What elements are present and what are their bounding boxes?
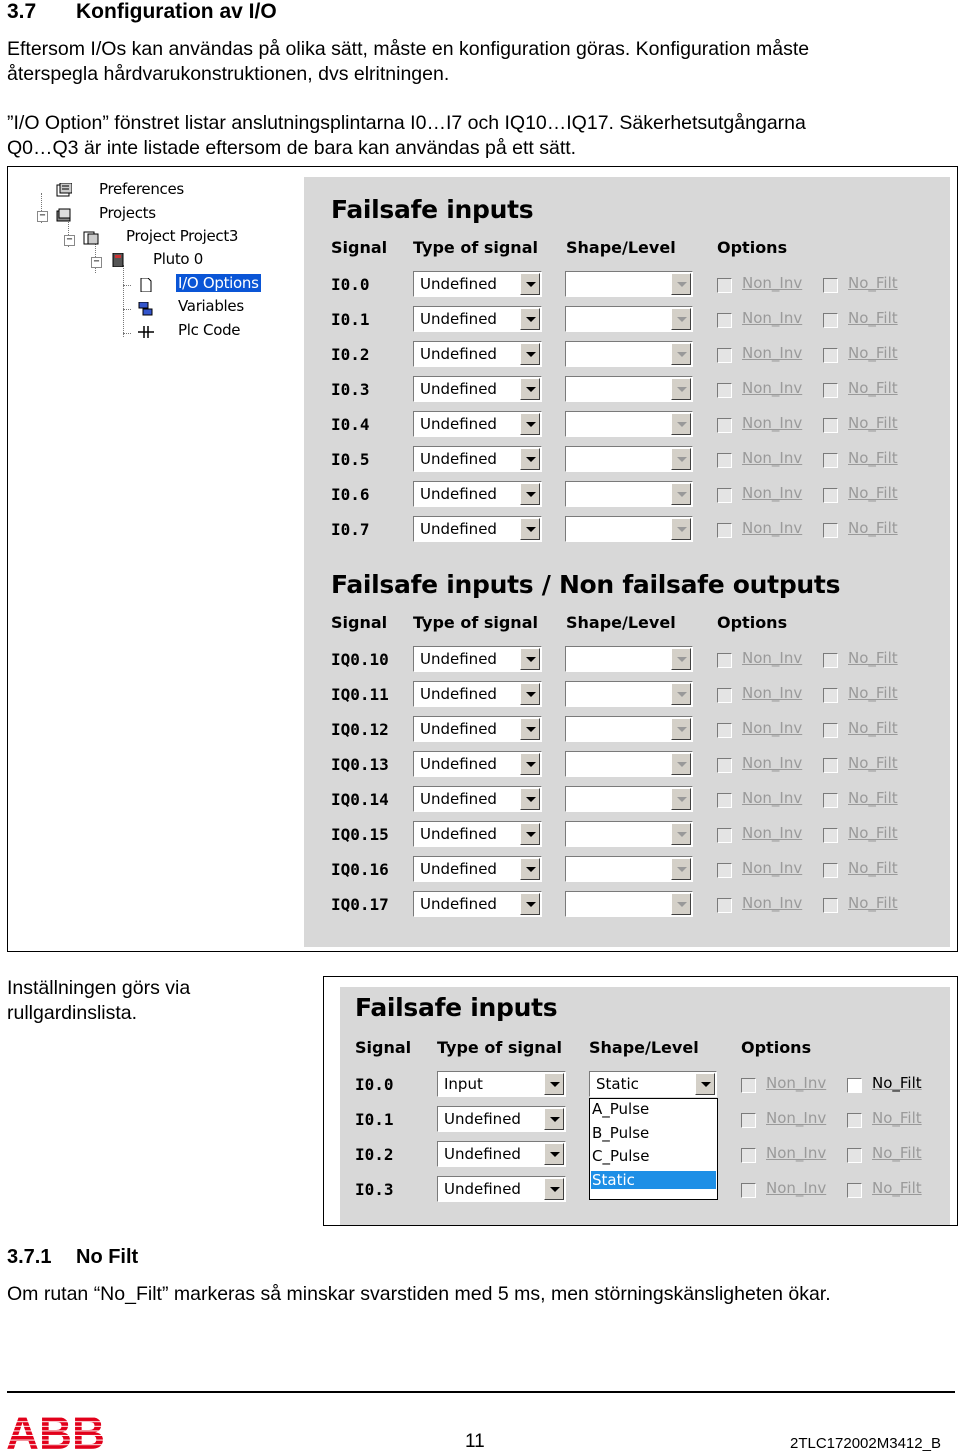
type-of-signal-select-value: Undefined bbox=[420, 485, 497, 503]
shape-level-select[interactable] bbox=[565, 341, 693, 367]
no-filt-label: No_Filt bbox=[848, 274, 898, 292]
caption-line1: Inställningen görs via bbox=[7, 977, 191, 999]
no-filt-label: No_Filt bbox=[848, 519, 898, 537]
no-filt-checkbox bbox=[823, 723, 838, 738]
dropdown-arrow-icon[interactable] bbox=[671, 648, 691, 670]
tree-item-io-options-label: I/O Options bbox=[178, 274, 259, 292]
dropdown-arrow-icon[interactable] bbox=[671, 483, 691, 505]
no-filt-label: No_Filt bbox=[848, 379, 898, 397]
dropdown-arrow-icon[interactable] bbox=[671, 308, 691, 330]
non-inv-checkbox bbox=[717, 523, 732, 538]
no-filt-checkbox bbox=[823, 653, 838, 668]
tree-item-variables[interactable]: Variables bbox=[178, 297, 244, 315]
shape-level-select[interactable] bbox=[565, 646, 693, 672]
intro-p1-line2: återspegla hårdvarukonstruktionen, dvs elritningen. bbox=[7, 63, 450, 85]
non-inv-label: Non_Inv bbox=[742, 824, 803, 842]
no-filt-label: No_Filt bbox=[848, 414, 898, 432]
non-inv-label: Non_Inv bbox=[742, 344, 803, 362]
dropdown-screenshot bbox=[323, 976, 958, 1226]
non-inv-label: Non_Inv bbox=[742, 684, 803, 702]
type-of-signal-select-value: Undefined bbox=[444, 1180, 521, 1198]
column-header-type: Type of signal bbox=[413, 238, 538, 257]
no-filt-label: No_Filt bbox=[848, 449, 898, 467]
no-filt-label: No_Filt bbox=[872, 1144, 922, 1162]
shape-level-select[interactable] bbox=[565, 306, 693, 332]
tree-item-pluto[interactable]: Pluto 0 bbox=[153, 250, 203, 268]
column-header-signal: Signal bbox=[331, 613, 388, 632]
column-header-signal: Signal bbox=[331, 238, 388, 257]
non-inv-checkbox bbox=[741, 1078, 756, 1093]
projects-icon bbox=[56, 208, 72, 222]
non-inv-label: Non_Inv bbox=[742, 449, 803, 467]
signal-label: I0.7 bbox=[331, 520, 370, 539]
no-filt-checkbox bbox=[823, 278, 838, 293]
type-of-signal-select[interactable] bbox=[413, 856, 542, 882]
project-tree bbox=[28, 175, 303, 945]
intro-p1-line1: Eftersom I/Os kan användas på olika sätt, måste en konfiguration göras. Konfiguration måste bbox=[7, 38, 810, 60]
signal-label: IQ0.12 bbox=[331, 720, 389, 739]
shape-level-select[interactable] bbox=[565, 681, 693, 707]
failsafe-inputs-panel bbox=[338, 985, 950, 1226]
shape-level-select[interactable] bbox=[565, 821, 693, 847]
type-of-signal-select-value: Undefined bbox=[420, 720, 497, 738]
non-inv-label: Non_Inv bbox=[766, 1109, 827, 1127]
non-inv-checkbox bbox=[717, 278, 732, 293]
signal-label: I0.6 bbox=[331, 485, 370, 504]
collapse-project3-icon[interactable]: − bbox=[64, 235, 75, 246]
shape-level-select[interactable] bbox=[565, 481, 693, 507]
shape-level-select[interactable] bbox=[565, 751, 693, 777]
type-of-signal-select[interactable] bbox=[437, 1141, 566, 1167]
column-header-shape: Shape/Level bbox=[566, 613, 676, 632]
no-filt-label: No_Filt bbox=[872, 1179, 922, 1197]
no-filt-checkbox[interactable] bbox=[847, 1078, 862, 1093]
shape-level-select[interactable] bbox=[565, 446, 693, 472]
no-filt-checkbox bbox=[823, 828, 838, 843]
type-of-signal-select[interactable] bbox=[413, 376, 542, 402]
non-inv-label: Non_Inv bbox=[766, 1074, 827, 1092]
non-inv-label: Non_Inv bbox=[742, 309, 803, 327]
dropdown-arrow-icon[interactable] bbox=[544, 1178, 564, 1200]
non-inv-checkbox bbox=[717, 348, 732, 363]
non-inv-label: Non_Inv bbox=[742, 519, 803, 537]
type-of-signal-select-value: Undefined bbox=[420, 685, 497, 703]
non-inv-label: Non_Inv bbox=[742, 414, 803, 432]
non-inv-checkbox bbox=[717, 653, 732, 668]
page-number: 11 bbox=[465, 1431, 485, 1452]
type-of-signal-select[interactable] bbox=[413, 481, 542, 507]
no-filt-checkbox bbox=[823, 453, 838, 468]
section-heading bbox=[7, 0, 277, 24]
non-inv-checkbox bbox=[717, 313, 732, 328]
type-of-signal-select-value: Input bbox=[444, 1075, 483, 1093]
type-of-signal-select[interactable] bbox=[413, 271, 542, 297]
dropdown-arrow-icon[interactable] bbox=[671, 753, 691, 775]
shape-level-select[interactable] bbox=[565, 271, 693, 297]
signal-label: I0.5 bbox=[331, 450, 370, 469]
io-options-panel bbox=[302, 175, 950, 947]
type-of-signal-select-value: Undefined bbox=[420, 450, 497, 468]
footer-rule bbox=[7, 1391, 955, 1393]
type-of-signal-select-value: Undefined bbox=[420, 310, 497, 328]
type-of-signal-select[interactable] bbox=[437, 1176, 566, 1202]
type-of-signal-select[interactable] bbox=[413, 411, 542, 437]
dropdown-arrow-icon[interactable] bbox=[520, 308, 540, 330]
type-of-signal-select-value: Undefined bbox=[444, 1110, 521, 1128]
subsection-heading bbox=[7, 1246, 138, 1269]
dropdown-arrow-icon[interactable] bbox=[520, 518, 540, 540]
type-of-signal-select[interactable] bbox=[437, 1106, 566, 1132]
non-inv-label: Non_Inv bbox=[742, 894, 803, 912]
type-of-signal-select-value: Undefined bbox=[420, 520, 497, 538]
signal-label: I0.1 bbox=[355, 1110, 394, 1129]
no-filt-checkbox bbox=[823, 383, 838, 398]
shape-level-dropdown-list bbox=[589, 1098, 718, 1200]
shape-level-select[interactable] bbox=[565, 856, 693, 882]
intro-paragraph-1 bbox=[7, 37, 809, 87]
non-inv-checkbox bbox=[717, 688, 732, 703]
no-filt-checkbox bbox=[823, 418, 838, 433]
no-filt-label: No_Filt bbox=[848, 649, 898, 667]
variables-icon bbox=[138, 302, 154, 316]
type-of-signal-select-value: Undefined bbox=[420, 755, 497, 773]
shape-level-select[interactable] bbox=[565, 376, 693, 402]
document-id: 2TLC172002M3412_B bbox=[790, 1435, 941, 1452]
no-filt-label: No_Filt bbox=[848, 719, 898, 737]
signal-label: IQ0.15 bbox=[331, 825, 389, 844]
non-inv-label: Non_Inv bbox=[742, 859, 803, 877]
dropdown-arrow-icon[interactable] bbox=[671, 823, 691, 845]
non-inv-checkbox bbox=[717, 828, 732, 843]
type-of-signal-select[interactable] bbox=[437, 1071, 566, 1097]
failsafe-outputs-title: Failsafe inputs / Non failsafe outputs bbox=[331, 570, 841, 599]
dropdown-option[interactable]: C_Pulse bbox=[592, 1147, 650, 1165]
non-inv-label: Non_Inv bbox=[766, 1179, 827, 1197]
no-filt-checkbox bbox=[847, 1183, 862, 1198]
dropdown-arrow-icon[interactable] bbox=[520, 273, 540, 295]
dropdown-arrow-icon[interactable] bbox=[544, 1073, 564, 1095]
dropdown-arrow-icon[interactable] bbox=[520, 753, 540, 775]
plc-code-icon bbox=[138, 325, 154, 339]
type-of-signal-select-value: Undefined bbox=[420, 380, 497, 398]
type-of-signal-select-value: Undefined bbox=[420, 275, 497, 293]
dropdown-arrow-icon[interactable] bbox=[544, 1108, 564, 1130]
dropdown-arrow-icon[interactable] bbox=[520, 448, 540, 470]
non-inv-label: Non_Inv bbox=[742, 719, 803, 737]
signal-label: IQ0.10 bbox=[331, 650, 389, 669]
preferences-icon bbox=[56, 183, 72, 197]
column-header-signal: Signal bbox=[355, 1038, 412, 1057]
non-inv-label: Non_Inv bbox=[742, 274, 803, 292]
no-filt-label: No_Filt bbox=[848, 684, 898, 702]
signal-label: I0.0 bbox=[331, 275, 370, 294]
column-header-options: Options bbox=[741, 1038, 812, 1057]
shape-level-select-value: Static bbox=[596, 1075, 639, 1093]
shape-level-select[interactable] bbox=[565, 411, 693, 437]
subsection-title: No Filt bbox=[76, 1246, 139, 1268]
dropdown-arrow-icon[interactable] bbox=[695, 1073, 715, 1095]
column-header-options: Options bbox=[717, 238, 788, 257]
shape-level-select[interactable] bbox=[565, 716, 693, 742]
dropdown-arrow-icon[interactable] bbox=[671, 343, 691, 365]
no-filt-checkbox bbox=[823, 313, 838, 328]
dropdown-arrow-icon[interactable] bbox=[671, 448, 691, 470]
non-inv-checkbox bbox=[717, 863, 732, 878]
non-inv-checkbox bbox=[717, 383, 732, 398]
no-filt-label: No_Filt bbox=[848, 344, 898, 362]
type-of-signal-select[interactable] bbox=[413, 646, 542, 672]
non-inv-checkbox bbox=[717, 453, 732, 468]
dropdown-option[interactable]: B_Pulse bbox=[592, 1123, 650, 1142]
type-of-signal-select-value: Undefined bbox=[420, 860, 497, 878]
dropdown-arrow-icon[interactable] bbox=[520, 718, 540, 740]
project-icon bbox=[83, 231, 99, 245]
signal-label: IQ0.17 bbox=[331, 895, 389, 914]
no-filt-label: No_Filt bbox=[848, 309, 898, 327]
dropdown-arrow-icon[interactable] bbox=[520, 893, 540, 915]
io-options-screenshot bbox=[7, 166, 958, 952]
pluto-icon bbox=[110, 253, 126, 267]
signal-label: IQ0.16 bbox=[331, 860, 389, 879]
signal-label: I0.3 bbox=[355, 1180, 394, 1199]
signal-label: IQ0.14 bbox=[331, 790, 389, 809]
dropdown-caption bbox=[7, 976, 190, 1026]
type-of-signal-select-value: Undefined bbox=[444, 1145, 521, 1163]
non-inv-checkbox bbox=[717, 488, 732, 503]
non-inv-checkbox bbox=[717, 418, 732, 433]
non-inv-checkbox bbox=[717, 723, 732, 738]
dropdown-arrow-icon[interactable] bbox=[520, 648, 540, 670]
dropdown-arrow-icon[interactable] bbox=[671, 788, 691, 810]
collapse-projects-icon[interactable]: − bbox=[37, 211, 48, 222]
no-filt-checkbox bbox=[823, 523, 838, 538]
dropdown-arrow-icon[interactable] bbox=[520, 683, 540, 705]
non-inv-checkbox bbox=[717, 793, 732, 808]
signal-label: I0.2 bbox=[355, 1145, 394, 1164]
type-of-signal-select-value: Undefined bbox=[420, 825, 497, 843]
type-of-signal-select-value: Undefined bbox=[420, 415, 497, 433]
type-of-signal-select-value: Undefined bbox=[420, 345, 497, 363]
type-of-signal-select-value: Undefined bbox=[420, 895, 497, 913]
no-filt-label: No_Filt bbox=[848, 754, 898, 772]
failsafe-inputs-title: Failsafe inputs bbox=[331, 195, 534, 224]
caption-line2: rullgardinslista. bbox=[7, 1002, 138, 1024]
dropdown-arrow-icon[interactable] bbox=[671, 378, 691, 400]
intro-paragraph-2 bbox=[7, 111, 806, 161]
no-filt-label: No_Filt bbox=[872, 1109, 922, 1127]
io-options-document-icon bbox=[138, 278, 154, 292]
no-filt-label: No_Filt bbox=[848, 484, 898, 502]
column-header-type: Type of signal bbox=[413, 613, 538, 632]
shape-level-select[interactable] bbox=[565, 786, 693, 812]
type-of-signal-select[interactable] bbox=[413, 306, 542, 332]
dropdown-arrow-icon[interactable] bbox=[671, 518, 691, 540]
signal-label: I0.3 bbox=[331, 380, 370, 399]
type-of-signal-select-value: Undefined bbox=[420, 650, 497, 668]
dropdown-arrow-icon[interactable] bbox=[520, 483, 540, 505]
signal-label: I0.0 bbox=[355, 1075, 394, 1094]
tree-item-io-options[interactable] bbox=[176, 274, 261, 292]
dropdown-arrow-icon[interactable] bbox=[520, 343, 540, 365]
column-header-type: Type of signal bbox=[437, 1038, 562, 1057]
dropdown-arrow-icon[interactable] bbox=[671, 718, 691, 740]
no-filt-label: No_Filt bbox=[872, 1074, 922, 1092]
dropdown-arrow-icon[interactable] bbox=[544, 1143, 564, 1165]
panel2-title: Failsafe inputs bbox=[355, 993, 558, 1022]
non-inv-label: Non_Inv bbox=[766, 1144, 827, 1162]
non-inv-label: Non_Inv bbox=[742, 789, 803, 807]
type-of-signal-select[interactable] bbox=[413, 681, 542, 707]
dropdown-arrow-icon[interactable] bbox=[520, 413, 540, 435]
non-inv-checkbox bbox=[741, 1183, 756, 1198]
non-inv-checkbox bbox=[717, 898, 732, 913]
column-header-options: Options bbox=[717, 613, 788, 632]
signal-label: I0.2 bbox=[331, 345, 370, 364]
non-inv-label: Non_Inv bbox=[742, 379, 803, 397]
subsection-text: Om rutan “No_Filt” markeras så minskar svarstiden med 5 ms, men störningskänsligheten ökar. bbox=[7, 1283, 831, 1305]
dropdown-option[interactable]: Static bbox=[591, 1171, 716, 1189]
signal-label: I0.1 bbox=[331, 310, 370, 329]
intro-p2-line1: ”I/O Option” fönstret listar anslutningsplintarna I0…I7 och IQ10…IQ17. Säkerhetsutgångarna bbox=[7, 112, 806, 134]
dropdown-arrow-icon[interactable] bbox=[520, 823, 540, 845]
no-filt-checkbox bbox=[847, 1148, 862, 1163]
non-inv-checkbox bbox=[741, 1113, 756, 1128]
dropdown-arrow-icon[interactable] bbox=[671, 858, 691, 880]
no-filt-label: No_Filt bbox=[848, 824, 898, 842]
type-of-signal-select[interactable] bbox=[413, 716, 542, 742]
no-filt-label: No_Filt bbox=[848, 894, 898, 912]
intro-p2-line2: Q0…Q3 är inte listade eftersom de bara kan användas på ett sätt. bbox=[7, 137, 577, 159]
collapse-pluto-icon[interactable]: − bbox=[91, 257, 102, 268]
type-of-signal-select[interactable] bbox=[413, 821, 542, 847]
dropdown-arrow-icon[interactable] bbox=[520, 858, 540, 880]
no-filt-label: No_Filt bbox=[848, 859, 898, 877]
type-of-signal-select[interactable] bbox=[413, 891, 542, 917]
no-filt-checkbox bbox=[823, 348, 838, 363]
type-of-signal-select-value: Undefined bbox=[420, 790, 497, 808]
column-header-shape: Shape/Level bbox=[566, 238, 676, 257]
type-of-signal-select[interactable] bbox=[413, 446, 542, 472]
non-inv-checkbox bbox=[717, 758, 732, 773]
type-of-signal-select[interactable] bbox=[413, 786, 542, 812]
non-inv-checkbox bbox=[741, 1148, 756, 1163]
dropdown-arrow-icon[interactable] bbox=[671, 893, 691, 915]
shape-level-select[interactable] bbox=[589, 1071, 717, 1097]
shape-level-select[interactable] bbox=[565, 516, 693, 542]
dropdown-arrow-icon[interactable] bbox=[671, 273, 691, 295]
abb-logo bbox=[7, 1413, 105, 1450]
non-inv-label: Non_Inv bbox=[742, 649, 803, 667]
column-header-shape: Shape/Level bbox=[589, 1038, 699, 1057]
no-filt-label: No_Filt bbox=[848, 789, 898, 807]
non-inv-label: Non_Inv bbox=[742, 484, 803, 502]
no-filt-checkbox bbox=[823, 793, 838, 808]
no-filt-checkbox bbox=[823, 488, 838, 503]
tree-item-preferences[interactable]: Preferences bbox=[99, 180, 184, 198]
dropdown-arrow-icon[interactable] bbox=[520, 788, 540, 810]
subsection-number: 3.7.1 bbox=[7, 1246, 52, 1268]
shape-level-select[interactable] bbox=[565, 891, 693, 917]
section-title: Konfiguration av I/O bbox=[76, 0, 277, 23]
no-filt-checkbox bbox=[823, 898, 838, 913]
no-filt-checkbox bbox=[823, 758, 838, 773]
signal-label: IQ0.13 bbox=[331, 755, 389, 774]
dropdown-arrow-icon[interactable] bbox=[520, 378, 540, 400]
no-filt-checkbox bbox=[823, 688, 838, 703]
signal-label: I0.4 bbox=[331, 415, 370, 434]
tree-item-projects[interactable]: Projects bbox=[99, 204, 156, 222]
dropdown-option[interactable]: A_Pulse bbox=[592, 1100, 650, 1118]
dropdown-arrow-icon[interactable] bbox=[671, 683, 691, 705]
type-of-signal-select[interactable] bbox=[413, 751, 542, 777]
tree-item-project3[interactable]: Project Project3 bbox=[126, 227, 239, 245]
type-of-signal-select[interactable] bbox=[413, 516, 542, 542]
no-filt-checkbox bbox=[823, 863, 838, 878]
svg-text:ABB: ABB bbox=[7, 1413, 105, 1450]
no-filt-checkbox bbox=[847, 1113, 862, 1128]
section-number: 3.7 bbox=[7, 0, 37, 23]
type-of-signal-select[interactable] bbox=[413, 341, 542, 367]
non-inv-label: Non_Inv bbox=[742, 754, 803, 772]
tree-item-plc-code[interactable]: Plc Code bbox=[178, 321, 241, 339]
dropdown-arrow-icon[interactable] bbox=[671, 413, 691, 435]
signal-label: IQ0.11 bbox=[331, 685, 389, 704]
